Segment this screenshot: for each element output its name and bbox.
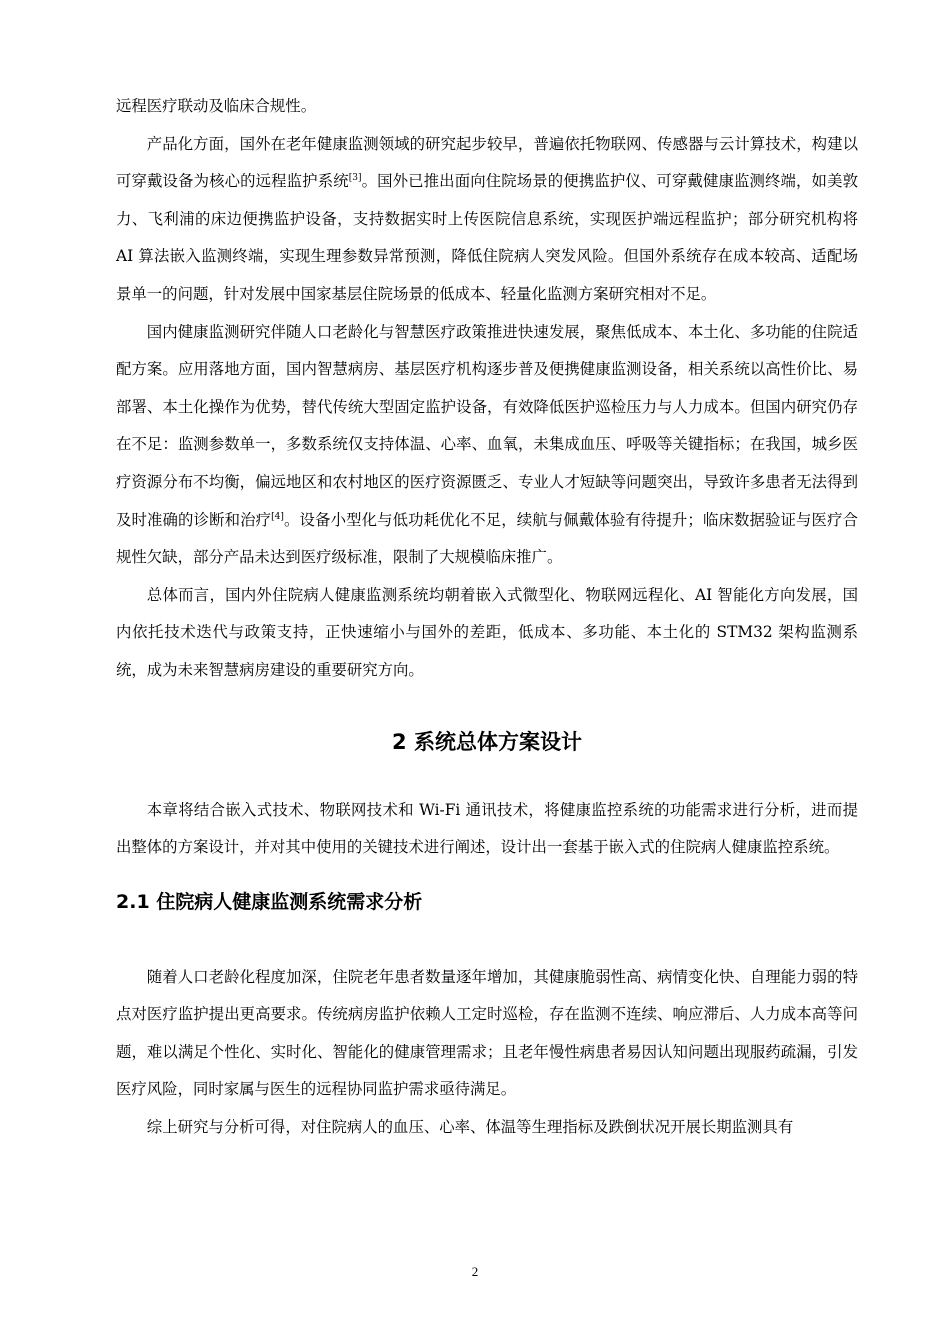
paragraph-text: 随着人口老龄化程度加深，住院老年患者数量逐年增加，其健康脆弱性高、病情变化快、自理能力弱的特点对医疗监护提出更高要求。传统病房监护依赖人工定时巡检，存在监测不连续、响应滞后、人力成本高等问题，难以满足个性化、实时化、智能化的健康管理需求；且老年慢性病患者易因认知问题出现服药疏漏，引发医疗风险，同时家属与医生的远程协同监护需求亟待满足。 xyxy=(116,967,858,1099)
paragraph-text: 远程医疗联动及临床合规性。 xyxy=(116,97,317,115)
citation-reference: [3] xyxy=(348,173,362,184)
page-content xyxy=(116,88,858,1147)
paragraph-domestic-research xyxy=(116,314,858,577)
paragraph-summary xyxy=(116,577,858,690)
paragraph-chapter-intro xyxy=(116,792,858,867)
paragraph-text: 综上研究与分析可得，对住院病人的血压、心率、体温等生理指标及跌倒状况开展长期监测具有 xyxy=(146,1118,794,1137)
paragraph-text: 。国外已推出面向住院场景的便携监护仪、可穿戴健康监测终端，如美敦力、飞利浦的床边便携监护设备，支持数据实时上传医院信息系统，实现医护端远程监护；部分研究机构将 AI 算法嵌入监测终端，实现生理参数异常预测，降低住院病人突发风险。但国外系统存在成本较高、适配场景单一的问题，针对发展中国家基层住院场景的低成本、轻量化监测方案研究相对不足。 xyxy=(116,172,858,303)
page-number: 2 xyxy=(471,1264,479,1279)
paragraph-requirements xyxy=(116,959,858,1109)
paragraph-text: 本章将结合嵌入式技术、物联网技术和 Wi-Fi 通讯技术，将健康监控系统的功能需求进行分析，进而提出整体的方案设计，并对其中使用的关键技术进行阐述，设计出一套基于嵌入式的住院病人健康监控系统。 xyxy=(116,800,858,857)
paragraph-continuation xyxy=(116,88,858,126)
paragraph-text: 。设备小型化与低功耗优化不足，续航与佩戴体验有待提升；临床数据验证与医疗合规性欠缺，部分产品未达到医疗级标准，限制了大规模临床推广。 xyxy=(116,510,858,567)
citation-reference: [4] xyxy=(271,511,284,522)
paragraph-text: 产品化方面，国外在老年健康监测领域的研究起步较早，普遍依托物联网、传感器与云计算技术，构建以可穿戴设备为核心的远程监护系统 xyxy=(116,134,858,191)
chapter-heading: 2 系统总体方案设计 xyxy=(392,729,582,754)
paragraph-productization-abroad xyxy=(116,126,858,314)
paragraph-conclusion-start xyxy=(116,1109,858,1147)
paragraph-text: 总体而言，国内外住院病人健康监测系统均朝着嵌入式微型化、物联网远程化、AI 智能化方向发展，国内依托技术迭代与政策支持，正快速缩小与国外的差距，低成本、多功能、本土化的 STM32 架构监测系统，成为未来智慧病房建设的重要研究方向。 xyxy=(116,585,858,679)
paragraph-text: 国内健康监测研究伴随人口老龄化与智慧医疗政策推进快速发展，聚焦低成本、本土化、多功能的住院适配方案。应用落地方面，国内智慧病房、基层医疗机构逐步普及便携健康监测设备，相关系统以高性价比、易部署、本土化操作为优势，替代传统大型固定监护设备，有效降低医护巡检压力与人力成本。但国内研究仍存在不足：监测参数单一，多数系统仅支持体温、心率、血氧，未集成血压、呼吸等关键指标；在我国，城乡医疗资源分布不均衡，偏远地区和农村地区的医疗资源匮乏、专业人才短缺等问题突出，导致许多患者无法得到及时准确的诊断和治疗 xyxy=(116,322,858,529)
section-heading: 2.1 住院病人健康监测系统需求分析 xyxy=(116,890,423,913)
